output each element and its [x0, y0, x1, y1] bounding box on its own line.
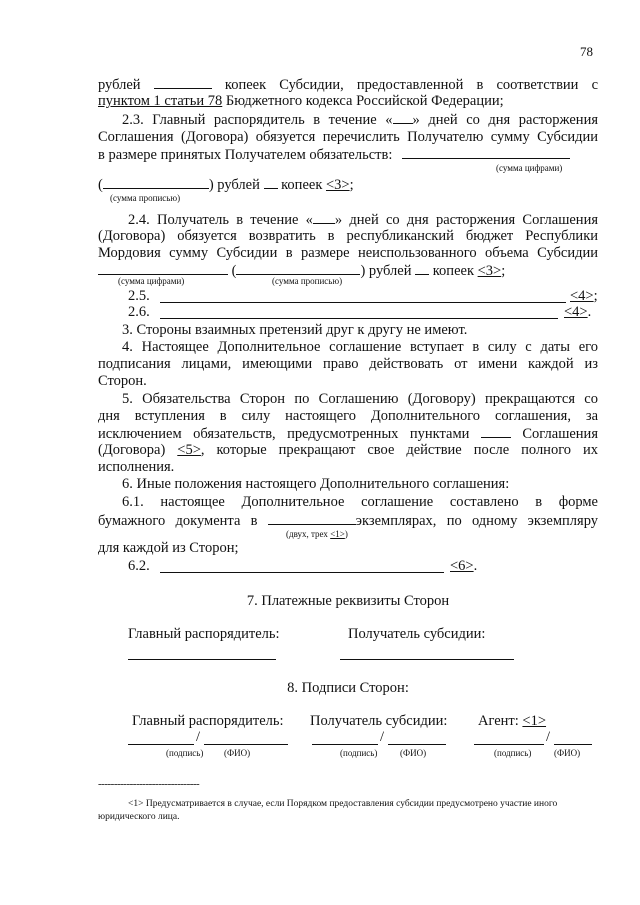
ref-link[interactable]: <1> — [330, 529, 345, 539]
text-line — [98, 425, 598, 443]
text: в размере принятых Получателем обязательств: — [98, 147, 393, 163]
fio-line — [204, 744, 288, 745]
text-line: дня вступления в силу настоящего Дополнительного соглашения, за — [98, 408, 598, 424]
paragraph-2-3-line — [122, 111, 598, 129]
text: ) — [344, 529, 348, 539]
blank-field — [481, 425, 511, 438]
text-line — [98, 442, 598, 459]
signature-line — [128, 744, 194, 745]
hint-label: (сумма прописью) — [272, 276, 343, 286]
text: копеек — [432, 263, 474, 279]
text-line: исполнения. — [98, 459, 175, 475]
blank-field — [313, 211, 335, 224]
requisites-line — [128, 659, 276, 660]
text-line: Соглашения (Договора) обязуется перечислить Получателю сумму Субсидии — [98, 129, 598, 145]
footnote-text: Предусматривается в случае, если Порядком предоставления субсидии предусмотрено участие иного юридического лица. — [98, 799, 558, 822]
slash: / — [546, 729, 551, 745]
text-line — [98, 512, 598, 530]
hint-label — [286, 529, 348, 539]
text-line — [98, 176, 354, 194]
paragraph-2-5-label: 2.5. — [128, 288, 150, 304]
hint-label: (сумма прописью) — [110, 193, 181, 203]
fio-hint: (ФИО) — [400, 748, 427, 758]
subsidy-recipient-label: Получатель субсидии: — [348, 626, 486, 642]
text-line: подписания лицами, имеющими право действовать от имени каждой из — [98, 356, 598, 372]
blank-field — [154, 76, 212, 89]
text: 2.4. Получатель в течение « — [128, 212, 313, 228]
signature-hint: (подпись) — [494, 748, 532, 758]
ref-link[interactable]: <1> — [522, 713, 547, 729]
text: ; — [349, 177, 354, 193]
text-line — [98, 146, 598, 164]
text: ; — [501, 263, 506, 279]
text: ( — [98, 177, 103, 193]
ref-link[interactable]: <5> — [177, 442, 201, 458]
text-line — [98, 93, 598, 110]
paragraph-6: 6. Иные положения настоящего Дополнительного соглашения: — [122, 476, 510, 492]
law-link[interactable]: пунктом 1 статьи 78 — [98, 93, 223, 109]
fio-line — [554, 744, 592, 745]
sum-digits-field — [402, 146, 570, 159]
slash: / — [380, 729, 385, 745]
ref-link[interactable]: <6> — [450, 558, 474, 574]
text: 2.3. Главный распорядитель в течение « — [122, 112, 393, 128]
text: . — [473, 558, 478, 574]
text: копеек — [281, 177, 323, 193]
agent-label — [478, 713, 546, 730]
main-distributor-label: Главный распорядитель: — [128, 626, 280, 642]
sum-words-field — [103, 176, 209, 189]
text: » дней со дня расторжения — [412, 112, 598, 128]
paragraph-6-1-line: 6.1. настоящее Дополнительное соглашение составлено в форме — [122, 494, 598, 510]
ref-link[interactable]: <4> — [564, 304, 588, 320]
section-title-8: 8. Подписи Сторон: — [287, 680, 409, 696]
text: (двух, трех — [286, 529, 331, 539]
text: (Договора) — [98, 442, 166, 458]
text-line: Сторон. — [98, 373, 147, 389]
text: бумажного документа в — [98, 513, 258, 529]
paragraph-2-4-line — [128, 211, 598, 229]
paragraph-4-line: 4. Настоящее Дополнительное соглашение вступает в силу с даты его — [122, 339, 598, 355]
text: исключением обязательств, предусмотренных пунктами — [98, 426, 470, 442]
ref-link[interactable]: <3> — [477, 263, 502, 279]
fio-hint: (ФИО) — [554, 748, 581, 758]
signature-hint: (подпись) — [166, 748, 204, 758]
sum-digits-field — [98, 262, 228, 275]
text: ( — [231, 263, 237, 279]
text-line — [98, 76, 598, 94]
text: ; — [593, 288, 598, 304]
fio-line — [388, 744, 446, 745]
blank-line — [160, 318, 558, 319]
ref-group — [450, 558, 477, 575]
main-distributor-label: Главный распорядитель: — [132, 713, 284, 729]
footnote — [98, 798, 598, 824]
requisites-line — [340, 659, 514, 660]
footnote-separator: -------------------------------- — [98, 778, 200, 790]
subsidy-recipient-label: Получатель субсидии: — [310, 713, 448, 729]
signature-line — [474, 744, 544, 745]
text: , которые прекращают свое действие после полного их — [200, 442, 598, 458]
text: Соглашения — [522, 426, 598, 442]
paragraph-3: 3. Стороны взаимных претензий друг к другу не имеют. — [122, 322, 468, 338]
slash: / — [196, 729, 201, 745]
page-number: 78 — [580, 44, 593, 59]
footnote-ref: <1> — [128, 799, 144, 809]
text: Агент: — [478, 713, 523, 729]
blank-field — [393, 111, 413, 124]
ref-group — [570, 288, 598, 305]
hint-label: (сумма цифрами) — [496, 163, 563, 173]
section-title-7: 7. Платежные реквизиты Сторон — [246, 593, 450, 609]
blank-line — [160, 302, 566, 303]
text: рублей — [98, 77, 141, 93]
fio-hint: (ФИО) — [224, 748, 251, 758]
text: » дней со дня расторжения Соглашения — [334, 212, 599, 228]
ref-group — [564, 304, 591, 321]
paragraph-2-6-label: 2.6. — [128, 304, 150, 320]
text: Бюджетного кодекса Российской Федерации; — [222, 93, 504, 109]
sum-words-field — [236, 262, 360, 275]
hint-label: (сумма цифрами) — [118, 276, 185, 286]
signature-hint: (подпись) — [340, 748, 378, 758]
text: копеек Субсидии, предоставленной в соответствии с — [224, 77, 599, 93]
blank-field — [264, 176, 278, 189]
paragraph-6-2-label: 6.2. — [128, 558, 150, 574]
text-line: (Договора) обязуется возвратить в республиканский бюджет Республики — [98, 228, 598, 244]
ref-link[interactable]: <4> — [570, 288, 594, 304]
text-line: Мордовия сумму Субсидии в размере неиспользованного объема Субсидии — [98, 245, 598, 261]
text: ) рублей — [360, 263, 412, 279]
paragraph-5-line: 5. Обязательства Сторон по Соглашению (Договору) прекращаются со — [122, 391, 598, 407]
text-line: для каждой из Сторон; — [98, 540, 239, 556]
blank-field — [415, 262, 429, 275]
text: экземплярах, по одному экземпляру — [355, 513, 598, 529]
signature-line — [312, 744, 378, 745]
text: . — [587, 304, 592, 320]
ref-link[interactable]: <3> — [325, 177, 350, 193]
text: ) рублей — [208, 177, 260, 193]
copies-field — [268, 512, 356, 525]
blank-line — [160, 572, 444, 573]
